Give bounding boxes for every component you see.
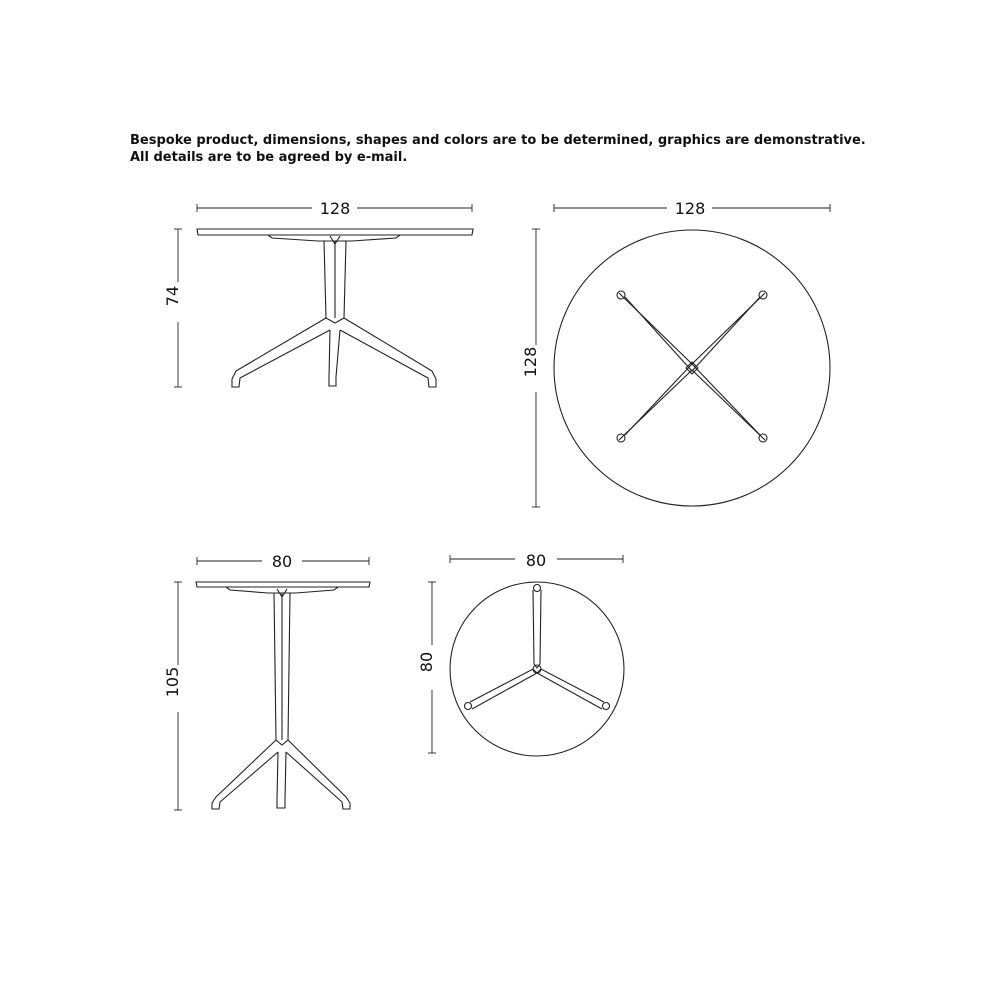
dim-label-large-side-height: 74 bbox=[163, 285, 182, 307]
dim-small-top-width bbox=[450, 551, 623, 570]
dim-label-small-side-width: 80 bbox=[271, 552, 293, 571]
dim-label-large-side-width: 128 bbox=[319, 199, 351, 218]
dim-large-top-width bbox=[554, 199, 830, 218]
dim-label-large-top-width: 128 bbox=[674, 199, 706, 218]
dim-small-top-depth bbox=[417, 582, 436, 753]
dim-label-large-top-depth: 128 bbox=[521, 346, 540, 378]
large-table-top-view bbox=[521, 199, 830, 507]
dim-small-side-height bbox=[163, 582, 182, 810]
dim-label-small-top-depth: 80 bbox=[417, 651, 436, 673]
large-table-side-view bbox=[163, 199, 473, 387]
small-table-top-view bbox=[417, 551, 624, 756]
dim-small-side-width bbox=[197, 552, 369, 571]
dim-large-side-width bbox=[197, 199, 472, 218]
dim-label-small-top-width: 80 bbox=[525, 551, 547, 570]
dim-large-top-depth bbox=[521, 229, 540, 507]
dim-large-side-height bbox=[163, 229, 182, 387]
disclaimer-line-2: All details are to be agreed by e-mail. bbox=[130, 150, 408, 165]
dim-label-small-side-height: 105 bbox=[163, 666, 182, 698]
disclaimer-line-1: Bespoke product, dimensions, shapes and colors are to be determined, graphics are demonstrative. bbox=[130, 133, 866, 148]
small-table-side-view bbox=[163, 552, 370, 810]
